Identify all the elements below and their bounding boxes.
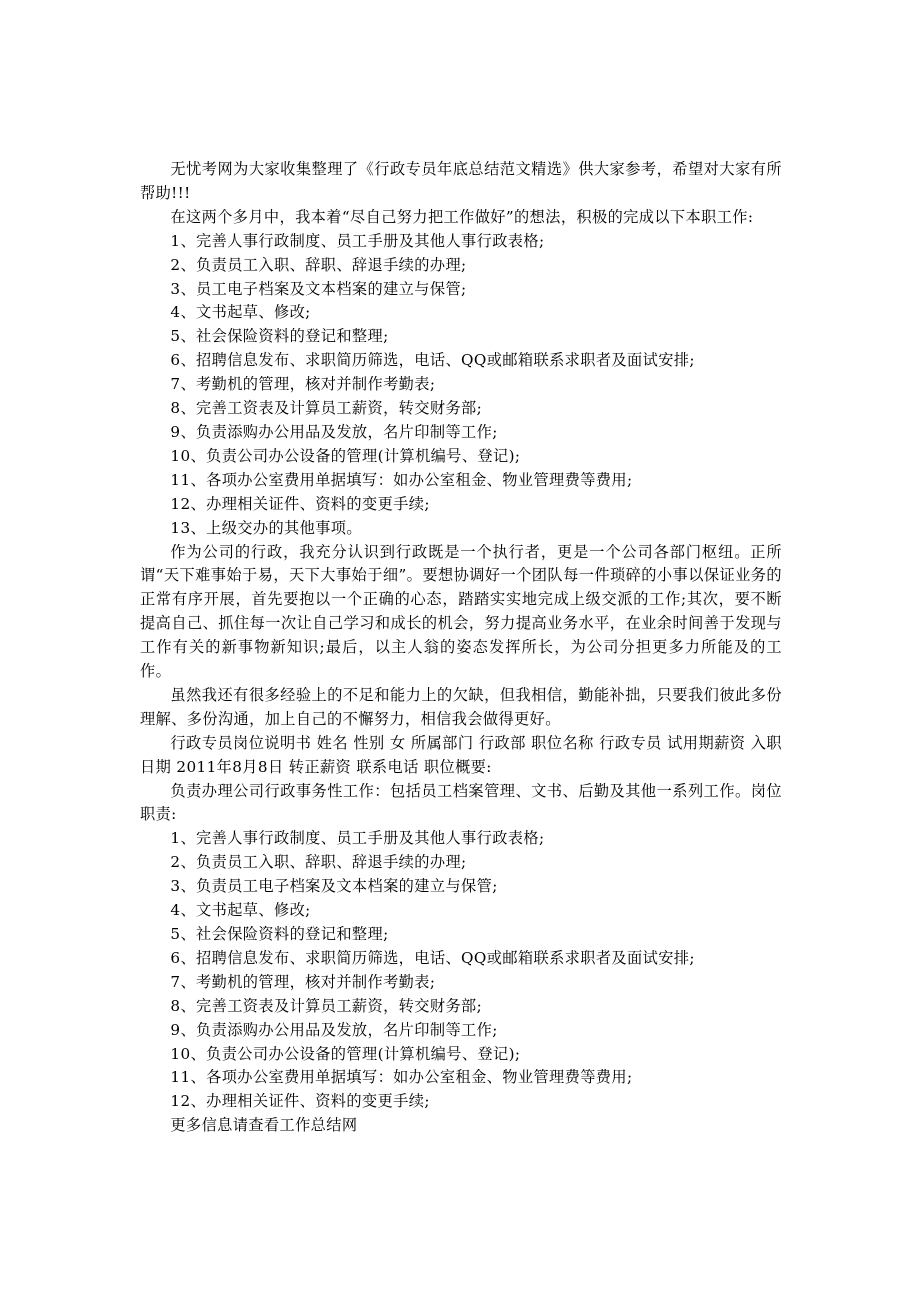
body-paragraph: 虽然我还有很多经验上的不足和能力上的欠缺，但我相信，勤能补拙，只要我们彼此多份理解、多份沟通，加上自己的不懈努力，相信我会做得更好。 (140, 685, 782, 728)
summary-paragraph: 在这两个多月中，我本着“尽自己努力把工作做好”的想法，积极的完成以下本职工作: (170, 207, 754, 226)
list-item: 6、招聘信息发布、求职简历筛选，电话、QQ或邮箱联系求职者及面试安排; (170, 351, 695, 370)
footer-note: 更多信息请查看工作总结网 (170, 1116, 358, 1135)
list-item: 12、办理相关证件、资料的变更手续; (170, 1092, 430, 1111)
list-item: 12、办理相关证件、资料的变更手续; (170, 494, 430, 513)
list-item: 3、负责员工电子档案及文本档案的建立与保管; (170, 877, 498, 896)
list-item: 1、完善人事行政制度、员工手册及其他人事行政表格; (170, 231, 545, 250)
list-item: 8、完善工资表及计算员工薪资，转交财务部; (170, 399, 483, 418)
list-item: 2、负责员工入职、辞职、辞退手续的办理; (170, 853, 467, 872)
list-item: 8、完善工资表及计算员工薪资，转交财务部; (170, 996, 483, 1015)
list-item: 4、文书起草、修改; (170, 303, 311, 322)
job-description-header: 行政专员岗位说明书 姓名 性别 女 所属部门 行政部 职位名称 行政专员 试用期薪资 入职日期 2011年8月8日 转正薪资 联系电话 职位概要: (140, 733, 782, 776)
list-item: 7、考勤机的管理，核对并制作考勤表; (170, 375, 436, 394)
list-item: 2、负责员工入职、辞职、辞退手续的办理; (170, 255, 467, 274)
list-item: 9、负责添购办公用品及发放，名片印制等工作; (170, 422, 498, 441)
intro-paragraph: 无忧考网为大家收集整理了《行政专员年底总结范文精选》供大家参考，希望对大家有所帮助!!! (140, 160, 782, 202)
list-item: 7、考勤机的管理，核对并制作考勤表; (170, 972, 436, 991)
list-item: 11、各项办公室费用单据填写：如办公室租金、物业管理费等费用; (170, 470, 633, 489)
list-item: 5、社会保险资料的登记和整理; (170, 925, 389, 943)
list-item: 11、各项办公室费用单据填写：如办公室租金、物业管理费等费用; (170, 1068, 633, 1087)
list-item: 13、上级交办的其他事项。 (170, 518, 362, 537)
list-item: 4、文书起草、修改; (170, 901, 311, 920)
list-item: 3、员工电子档案及文本档案的建立与保管; (170, 279, 467, 298)
list-item: 10、负责公司办公设备的管理(计算机编号、登记); (170, 1044, 521, 1063)
list-item: 10、负责公司办公设备的管理(计算机编号、登记); (170, 446, 521, 465)
document-body (140, 158, 782, 1138)
list-item: 5、社会保险资料的登记和整理; (170, 327, 389, 346)
list-item: 9、负责添购办公用品及发放，名片印制等工作; (170, 1020, 498, 1039)
body-paragraph: 作为公司的行政，我充分认识到行政既是一个执行者，更是一个公司各部门枢纽。正所谓“天下难事始于易，天下大事始于细”。要想协调好一个团队每一件琐碎的小事以保证业务的正常有序开展，首先要抱以一个正确的心态，踏踏实实地完成上级交派的工作;其次，要不断提高自己、抓住每一次让自己学习和成长的机会，努力提高业务水平，在业余时间善于发现与工作有关的新事物新知识;最后，以主人翁的姿态发挥所长，为公司分担更多力所能及的工作。 (140, 542, 782, 681)
list-item: 6、招聘信息发布、求职简历筛选，电话、QQ或邮箱联系求职者及面试安排; (170, 948, 695, 967)
list-item: 1、完善人事行政制度、员工手册及其他人事行政表格; (170, 829, 545, 848)
job-overview: 负责办理公司行政事务性工作：包括员工档案管理、文书、后勤及其他一系列工作。岗位职责: (140, 781, 782, 824)
